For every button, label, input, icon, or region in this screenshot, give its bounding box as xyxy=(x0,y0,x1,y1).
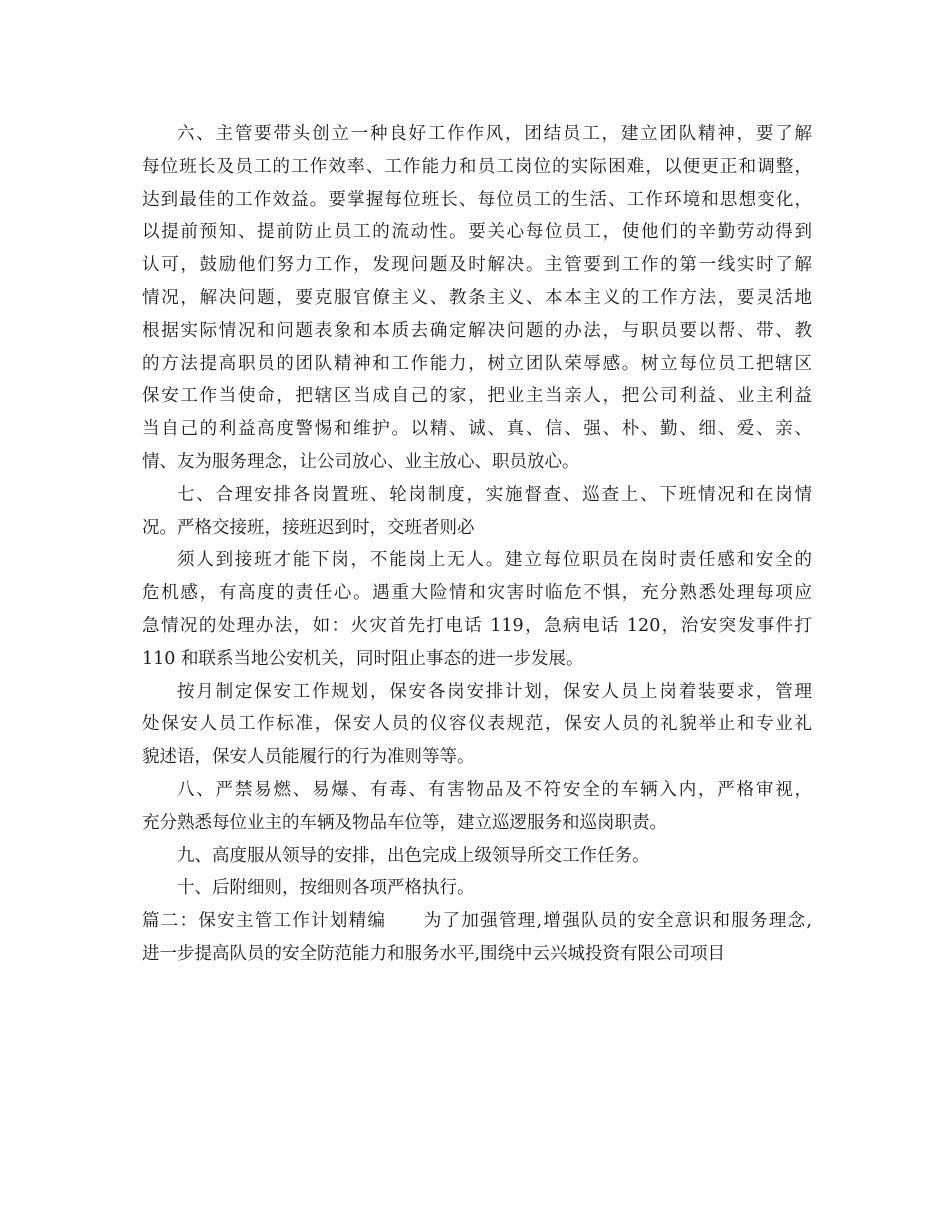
text-line: 八、严禁易燃、易爆、有毒、有害物品及不符安全的车辆入内，严格审视， xyxy=(177,779,812,800)
text-line: 认可，鼓励他们努力工作，发现问题及时解决。主管要到工作的第一线实时了解 xyxy=(142,255,812,276)
text-line: 十、后附细则，按细则各项严格执行。 xyxy=(177,878,475,899)
text-line: 须人到接班才能下岗，不能岗上无人。建立每位职员在岗时责任感和安全的 xyxy=(177,550,812,571)
text-line: 达到最佳的工作效益。要掌握每位班长、每位员工的生活、工作环境和思想变化， xyxy=(142,189,812,210)
text-line: 根据实际情况和问题表象和本质去确定解决问题的办法，与职员要以帮、带、教 xyxy=(142,320,812,341)
text-line: 急情况的处理办法，如：火灾首先打电话 119，急病电话 120，治安突发事件打 xyxy=(142,615,812,636)
text-line: 进一步提高队员的安全防范能力和服务水平,围绕中云兴城投资有限公司项目 xyxy=(142,943,726,964)
text-line: 情、友为服务理念，让公司放心、业主放心、职员放心。 xyxy=(142,451,580,472)
text-line: 情况，解决问题，要克服官僚主义、教条主义、本本主义的工作方法，要灵活地 xyxy=(142,287,812,308)
document-body xyxy=(142,118,812,971)
text-line: 的方法提高职员的团队精神和工作能力，树立团队荣辱感。树立每位员工把辖区 xyxy=(142,353,812,374)
text-line: 当自己的利益高度警惕和维护。以精、诚、真、信、强、朴、勤、细、爱、亲、 xyxy=(142,419,812,440)
text-line: 九、高度服从领导的安排，出色完成上级领导所交工作任务。 xyxy=(177,845,650,866)
text-line: 110 和联系当地公安机关，同时阻止事态的进一步发展。 xyxy=(142,648,584,669)
text-line: 保安工作当使命，把辖区当成自己的家，把业主当亲人，把公司利益、业主利益 xyxy=(142,386,812,407)
text-line: 危机感，有高度的责任心。遇重大险情和灾害时临危不惧，充分熟悉处理每项应 xyxy=(142,583,812,604)
text-line: 充分熟悉每位业主的车辆及物品车位等，建立巡逻服务和巡岗职责。 xyxy=(142,812,667,833)
text-line: 六、主管要带头创立一种良好工作作风，团结员工，建立团队精神，要了解 xyxy=(177,124,812,144)
text-line: 篇二：保安主管工作计划精编 为了加强管理,增强队员的安全意识和服务理念, xyxy=(142,911,812,932)
text-line: 每位班长及员工的工作效率、工作能力和员工岗位的实际困难，以便更正和调整， xyxy=(142,156,812,177)
text-line: 貌述语，保安人员能履行的行为准则等等。 xyxy=(142,747,475,768)
text-line: 况。严格交接班，接班迟到时，交班者则必 xyxy=(142,517,475,538)
text-line: 七、合理安排各岗置班、轮岗制度，实施督查、巡查上、下班情况和在岗情 xyxy=(177,484,812,505)
text-line: 以提前预知、提前防止员工的流动性。要关心每位员工，使他们的辛勤劳动得到 xyxy=(142,222,812,243)
text-line: 按月制定保安工作规划，保安各岗安排计划，保安人员上岗着装要求，管理 xyxy=(177,681,812,702)
text-line: 处保安人员工作标准，保安人员的仪容仪表规范，保安人员的礼貌举止和专业礼 xyxy=(142,714,812,735)
